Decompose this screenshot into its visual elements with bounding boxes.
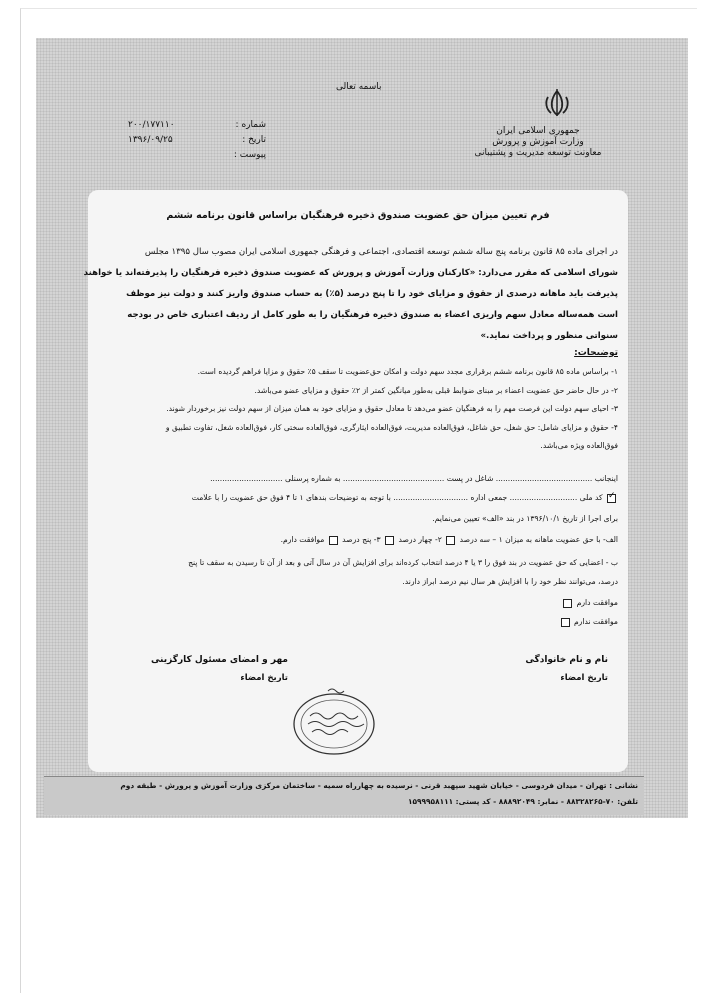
option-a-row (98, 535, 618, 545)
option-5-percent-checkbox[interactable] (329, 536, 338, 545)
form-panel (83, 190, 628, 772)
agree-row (98, 598, 618, 608)
footer-address: نشانی : تهران - میدان فردوسی - خیابان شهید سپهبد قرنی - نرسیده به چهارراه سمیه - ساختمان مرکزی وزارت آموزش و پرورش - طبقه دوم (120, 781, 638, 790)
number-label: شماره : (235, 120, 266, 130)
paragraph-line: سنواتی منظور و پرداخت نماید.» (480, 331, 618, 341)
org-line-2: وزارت آموزش و پرورش (492, 137, 584, 147)
paragraph-line: در اجرای ماده ۸۵ قانون برنامه پنج ساله ششم توسعه اقتصادی، اجتماعی و فرهنگی جمهوری اسلامی ایران مصوب سال ۱۳۹۵ مجلس (144, 247, 618, 257)
fill-line-1: اینجانب ........................................ شاغل در پست .......................................... به شماره پرسنلی .............................. (210, 474, 618, 483)
iran-emblem-icon (542, 88, 572, 118)
signature-hr-sub: تاریخ امضاء (240, 673, 288, 683)
disagree-label: موافقت ندارم (573, 617, 618, 626)
signature-name-title: نام و نام خانوادگی (525, 655, 608, 665)
note-item: فوق‌العاده ویژه می‌باشد. (540, 441, 618, 450)
fill-line-2-text: کد ملی ............................ جمعی اداره ............................... با توجه به توضیحات بندهای ۱ تا ۴ فوق حق عضویت را با علامت (191, 493, 603, 502)
option-4-percent-label: ۲- چهار درصد (398, 535, 442, 544)
paragraph-line: شورای اسلامی که مقرر می‌دارد: «کارکنان وزارت آموزش و پرورش که عضویت صندوق ذخیره فرهنگیان را پذیرفته‌اند یا خواهند (83, 268, 618, 278)
organization-block (466, 126, 610, 159)
option-b-line-1: ب - اعضایی که حق عضویت در بند فوق را ۳ یا ۴ درصد انتخاب کرده‌اند برای افزایش آن در سال آتی و بعد از آن تا رسیدن به سقف تا پنج (188, 558, 618, 567)
option-b-line-2: درصد، می‌توانند نظر خود را با افزایش هر سال نیم درصد ابراز دارند. (402, 577, 618, 586)
option-3-percent-checkbox[interactable] (446, 536, 455, 545)
org-line-1: جمهوری اسلامی ایران (496, 126, 580, 136)
disagree-checkbox[interactable] (561, 618, 570, 627)
paragraph-line: پذیرفت باید ماهانه درصدی از حقوق و مزایای خود را تا پنج درصد (۵٪) به حساب صندوق واریز کنند و دولت نیز موظف (126, 289, 618, 299)
paragraph-line: است همه‌ساله معادل سهم واریزی اعضاء به صندوق ذخیره فرهنگیان را به طور کامل از ردیف اعتباری خاص در بودجه (127, 310, 618, 320)
note-item: ۱- براساس ماده ۸۵ قانون برنامه ششم برقراری مجدد سهم دولت و امکان حق‌عضویت تا سقف ۵٪ حقوق و مزایا فراهم گردیده است. (197, 367, 618, 376)
fill-line-2 (98, 493, 618, 503)
check-mark-box[interactable] (607, 494, 616, 503)
date-label: تاریخ : (242, 135, 266, 145)
official-stamp-seal (288, 686, 380, 758)
fill-line-3: برای اجرا از تاریخ ۱۳۹۶/۱۰/۱ در بند «الف» تعیین می‌نمایم. (432, 514, 618, 523)
intro-paragraph (83, 242, 618, 347)
footer-address-bar (44, 776, 644, 815)
footer-phones: تلفن: ۷۰-۸۸۳۲۸۲۶۵ - نمابر: ۸۸۸۹۲۰۴۹ - کد پستی: ۱۵۹۹۹۵۸۱۱۱ (408, 797, 638, 806)
agree-checkbox[interactable] (563, 599, 572, 608)
date-value: ۱۳۹۶/۰۹/۲۵ (128, 135, 173, 145)
form-title: فرم تعیین میزان حق عضویت صندوق ذخیره فرهنگیان براساس قانون برنامه ششم (166, 210, 550, 221)
signature-hr-title: مهر و امضای مسئول کارگزینی (150, 655, 288, 665)
besmeh-text: باسمه تعالی (336, 82, 382, 92)
note-item: ۲- در حال حاضر حق عضویت اعضاء بر مبنای ضوابط قبلی به‌طور میانگین کمتر از ۲٪ حقوق و مزایای عضو می‌باشد. (254, 385, 618, 395)
notes-title: توضیحات: (574, 348, 618, 358)
option-4-percent-checkbox[interactable] (385, 536, 394, 545)
agree-label: موافقت دارم (576, 598, 618, 607)
option-a-prefix: الف- با حق عضویت ماهانه به میزان ۱ – سه درصد (459, 535, 618, 544)
notes-list (98, 363, 618, 456)
disagree-row (98, 617, 618, 627)
note-item: ۴- حقوق و مزایای شامل: حق شغل، حق شاغل، فوق‌العاده مدیریت، فوق‌العاده ایثارگری، فوق‌العاده سختی کار، فوق‌العاده شغل، تفاوت تطبیق و (165, 422, 618, 432)
signature-name-sub: تاریخ امضاء (560, 673, 608, 683)
option-a-agree-label: موافقت دارم. (280, 535, 325, 544)
attachment-label: پیوست : (233, 150, 266, 160)
option-5-percent-label: ۳- پنج درصد (342, 535, 381, 544)
number-value: ۲۰۰/۱۷۷۱۱۰ (128, 120, 175, 130)
note-item: ۳- احیای سهم دولت این فرصت مهم را به فرهنگیان عضو می‌دهد تا معادل حقوق و مزایای خود به همان میزان از سهم دولت نیز برخوردار شوند. (166, 404, 618, 413)
org-line-3: معاونت توسعه مدیریت و پشتیبانی (474, 148, 602, 158)
